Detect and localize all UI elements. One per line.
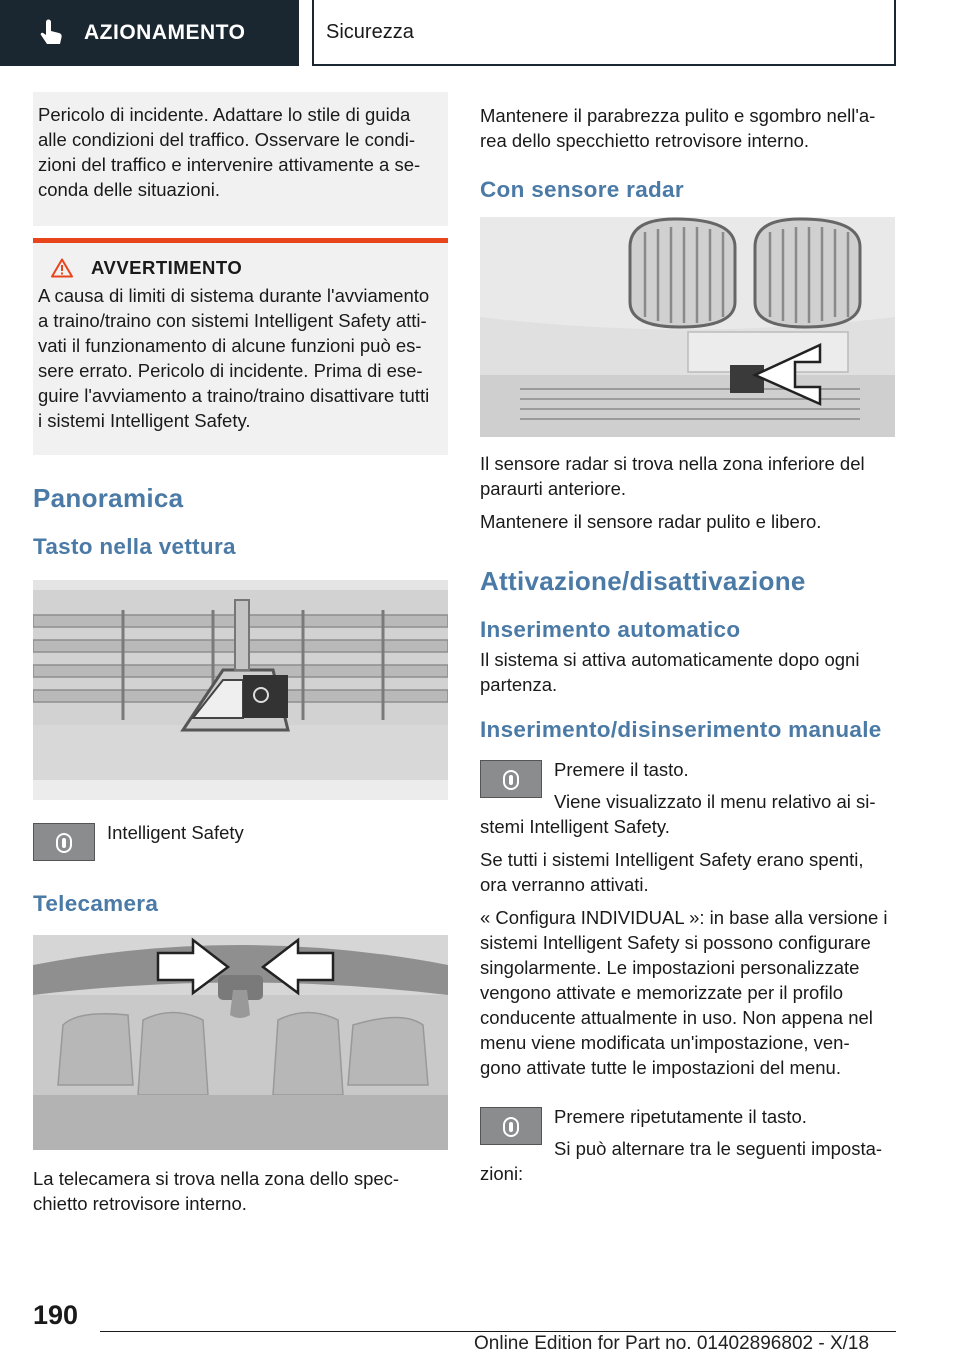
intelligent-safety-button[interactable] <box>33 823 95 861</box>
edition-text: Online Edition for Part no. 01402896802 - X/18 <box>474 1333 870 1354</box>
intelligent-safety-icon <box>502 1117 520 1137</box>
intro-box <box>33 92 448 226</box>
page-number: 190 <box>33 1300 79 1330</box>
auto-activation-text: Il sistema si attiva automaticamente dopo ogni partenza. <box>480 649 860 695</box>
camera-location-text: La telecamera si trova nella zona dello spec- chietto retrovisore interno. <box>33 1168 400 1214</box>
chapter-title: Sicurezza <box>326 20 414 43</box>
warning-triangle-icon <box>51 258 73 278</box>
intelligent-safety-button-row <box>33 820 448 861</box>
heading-manual-activation: Inserimento/disinserimento manuale <box>480 717 882 742</box>
alternate-text-1: Si può alternare tra le seguenti imposta- <box>554 1138 883 1159</box>
warning-title: AVVERTIMENTO <box>91 257 243 278</box>
manual-press-row <box>480 757 895 814</box>
intelligent-safety-icon <box>55 833 73 853</box>
heading-overview: Panoramica <box>33 483 184 513</box>
radar-location-text: Il sensore radar si trova nella zona inferiore del paraurti anteriore. <box>480 453 865 499</box>
warning-text: A causa di limiti di sistema durante l'avviamento a traino/traino con sistemi Intelligent Safety atti- vati il funzionamento di alcune funzioni può es- sere errato. Pericolo di incidente. Prima di ese- guire l'avviamento a traino/traino disattivare tutti i sistemi Intelligent Safety. <box>38 285 430 431</box>
alternate-text-2: zioni: <box>480 1163 524 1184</box>
section-tab <box>0 0 299 66</box>
intelligent-safety-icon <box>502 770 520 790</box>
intelligent-safety-label: Intelligent Safety <box>107 822 244 843</box>
radar-keep-clean-text: Mantenere il sensore radar pulito e libero. <box>480 511 822 532</box>
warning-box <box>33 238 448 455</box>
chapter-tab <box>312 0 896 66</box>
left-column <box>33 92 448 1216</box>
heading-auto-activation: Inserimento automatico <box>480 617 741 642</box>
if-off-text: Se tutti i sistemi Intelligent Safety erano spenti, ora verranno attivati. <box>480 849 864 895</box>
section-title: AZIONAMENTO <box>84 21 246 44</box>
press-repeat-text: Premere ripetutamente il tasto. <box>554 1106 807 1127</box>
configure-individual-text: « Configura INDIVIDUAL »: in base alla versione i sistemi Intelligent Safety si possono configurare singolarmente. Le impostazioni personalizzate vengono attivate e memorizzate per il profilo conducente attualmente in uso. Non appena nel menu viene modificata un'impostazione, ven- gono attivate tutte le impostazioni del menu. <box>480 907 888 1078</box>
menu-shown-text-1: Viene visualizzato il menu relativo ai si- <box>554 791 876 812</box>
radar-sensor-illustration <box>480 217 895 437</box>
intelligent-safety-button[interactable] <box>480 760 542 798</box>
camera-illustration <box>33 935 448 1150</box>
press-key-text: Premere il tasto. <box>554 759 689 780</box>
repeat-press-row <box>480 1104 895 1161</box>
heading-radar: Con sensore radar <box>480 177 684 202</box>
heading-button-in-car: Tasto nella vettura <box>33 534 236 559</box>
heading-camera: Telecamera <box>33 891 159 916</box>
grille-button-illustration <box>33 580 448 800</box>
hand-pointer-icon <box>36 18 66 48</box>
intro-text: Pericolo di incidente. Adattare lo stile di guida alle condizioni del traffico. Osservare le condi- zioni del traffico e intervenire attivamente a se- conda delle situazioni. <box>38 104 421 200</box>
camera-keep-clean-text: Mantenere il parabrezza pulito e sgombro nell'a- rea dello specchietto retrovisore interno. <box>480 105 876 151</box>
menu-shown-text-2: stemi Intelligent Safety. <box>480 816 670 837</box>
footer-divider <box>100 1331 896 1332</box>
heading-activation: Attivazione/disattivazione <box>480 566 806 596</box>
right-column <box>480 92 895 1186</box>
intelligent-safety-button[interactable] <box>480 1107 542 1145</box>
